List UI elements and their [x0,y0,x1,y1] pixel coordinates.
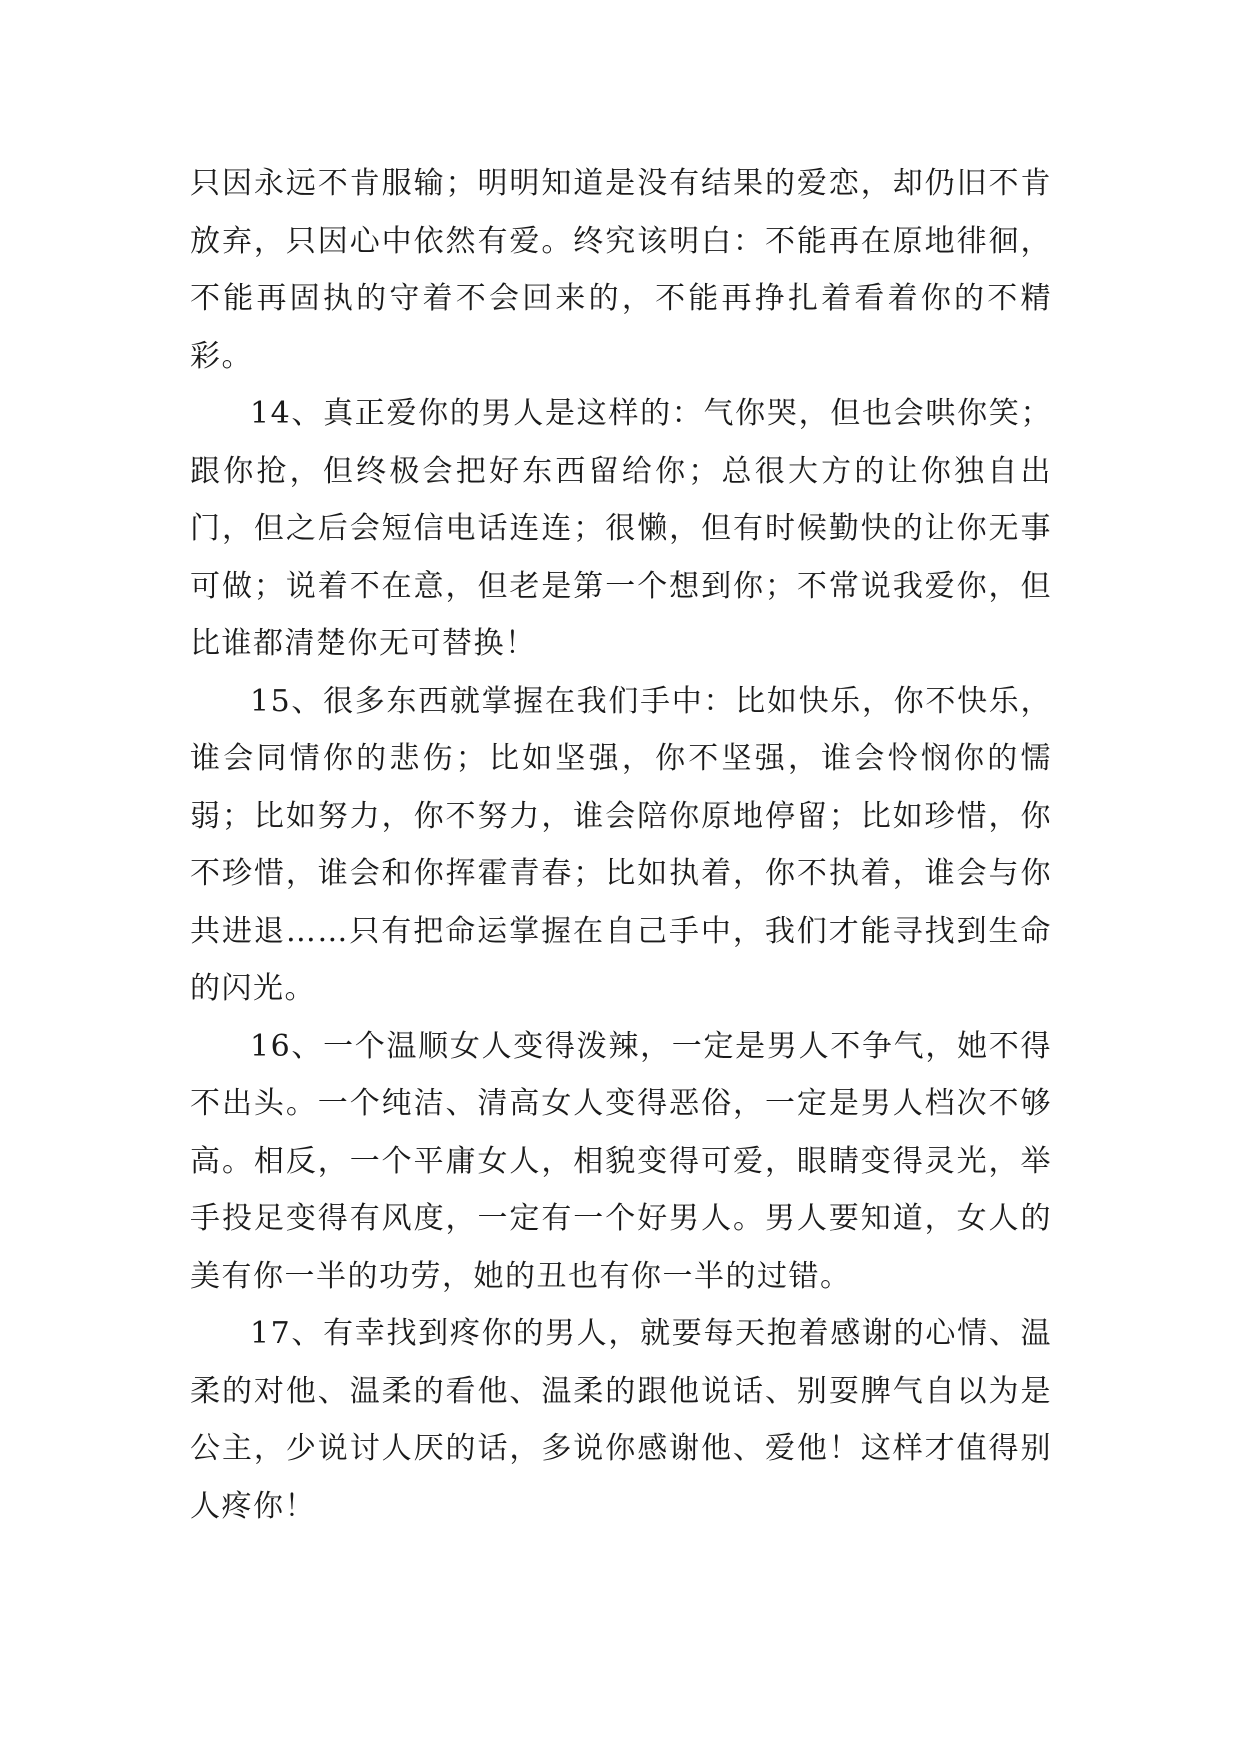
paragraph-14: 14、真正爱你的男人是这样的：气你哭，但也会哄你笑；跟你抢，但终极会把好东西留给你；总很大方的让你独自出门，但之后会短信电话连连；很懒，但有时候勤快的让你无事可做；说着不在意，但老是第一个想到你；不常说我爱你，但比谁都清楚你无可替换！ [190,396,1052,661]
document-body [190,155,1052,1535]
paragraph-15: 15、很多东西就掌握在我们手中：比如快乐，你不快乐，谁会同情你的悲伤；比如坚强，你不坚强，谁会怜悯你的懦弱；比如努力，你不努力，谁会陪你原地停留；比如珍惜，你不珍惜，谁会和你挥霍青春；比如执着，你不执着，谁会与你共进退……只有把命运掌握在自己手中，我们才能寻找到生命的闪光。 [190,683,1052,1006]
paragraph-17: 17、有幸找到疼你的男人，就要每天抱着感谢的心情、温柔的对他、温柔的看他、温柔的跟他说话、别耍脾气自以为是公主，少说讨人厌的话，多说你感谢他、爱他！这样才值得别人疼你！ [190,1316,1052,1524]
paragraph-16: 16、一个温顺女人变得泼辣，一定是男人不争气，她不得不出头。一个纯洁、清高女人变得恶俗，一定是男人档次不够高。相反，一个平庸女人，相貌变得可爱，眼睛变得灵光，举手投足变得有风度，一定有一个好男人。男人要知道，女人的美有你一半的功劳，她的丑也有你一半的过错。 [190,1028,1052,1294]
paragraph-continuation: 只因永远不肯服输；明明知道是没有结果的爱恋，却仍旧不肯放弃，只因心中依然有爱。终究该明白：不能再在原地徘徊，不能再固执的守着不会回来的，不能再挣扎着看着你的不精彩。 [190,166,1052,374]
